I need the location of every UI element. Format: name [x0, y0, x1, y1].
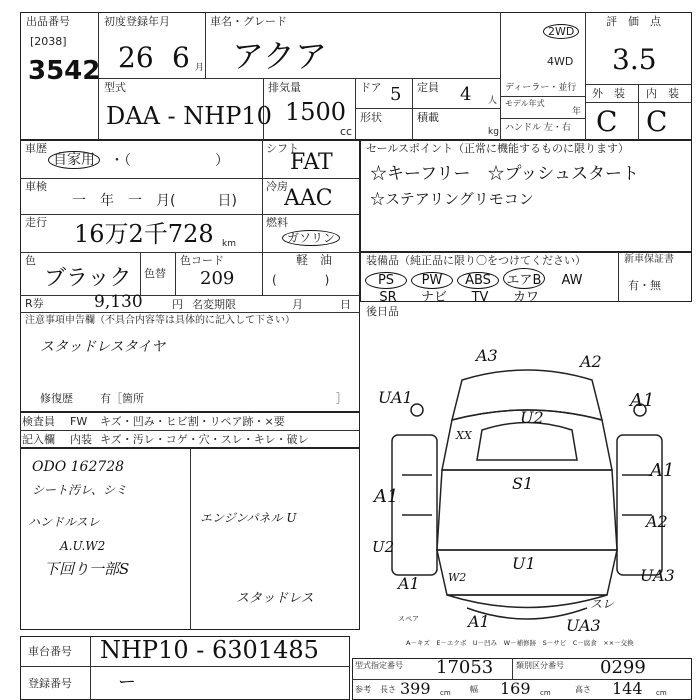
- type-spec-label: 型式指定番号: [355, 661, 403, 670]
- diagram-legend: A－キズ E－エクボ U－凹み W－補修跡 S－サビ C－腐食 ××－交換: [406, 639, 634, 647]
- inspector-interior: 内装: [70, 433, 92, 446]
- kg-unit: kg: [488, 127, 499, 137]
- recycle-value: 9,130: [94, 292, 143, 312]
- mark-w2: W2: [448, 571, 467, 584]
- sales-label: セールスポイント（正常に機能するものに限ります）: [366, 142, 630, 155]
- class-label: 類別区分番号: [516, 661, 564, 670]
- ac-value: AAC: [284, 186, 333, 211]
- drive-2wd: 2WD: [543, 24, 579, 39]
- first-reg-label: 初度登録年月: [104, 15, 170, 28]
- notes-period-label: 名変期限: [192, 298, 236, 311]
- sales-line1: ☆キーフリー ☆プッシュスタート: [370, 164, 639, 184]
- mileage-value: 16万2千728: [74, 220, 214, 248]
- inspection-value: 一 年 一 月( 日): [72, 193, 237, 209]
- later-label: 後日品: [366, 305, 399, 318]
- usage-label: 車歴: [25, 142, 47, 155]
- notes-label: 注意事項申告欄（不具合内容等は具体的に記入して下さい）: [25, 315, 295, 326]
- month-label: 月: [292, 298, 303, 311]
- note-codes: A.U.W2: [60, 539, 106, 553]
- notes-text: スタッドレスタイヤ: [40, 339, 166, 355]
- equipment-item: PW: [411, 272, 453, 289]
- interior-label: 内 装: [646, 87, 679, 100]
- mark-u2-left: U2: [372, 538, 395, 556]
- month-unit: 月: [195, 63, 205, 73]
- seats-value: 4: [460, 84, 472, 105]
- seats-label: 定員: [417, 81, 439, 94]
- reg-label: 登録番号: [28, 677, 72, 690]
- note-engine: エンジンパネル U: [200, 511, 297, 525]
- equipment-item: ABS: [457, 272, 499, 289]
- fuel-diesel: 軽 油: [296, 253, 333, 267]
- color-no-value: 209: [200, 268, 235, 289]
- mark-a1-bottom: A1: [468, 612, 490, 631]
- equipment-row-2: [365, 286, 595, 305]
- usage-value: 自家用: [48, 151, 100, 169]
- fuel-paren: ( ): [272, 273, 330, 287]
- ref-label: 参考: [355, 685, 371, 694]
- inspector-label-1: 検査員: [22, 415, 55, 428]
- warranty-label: 新車保証書: [624, 254, 674, 265]
- mark-a2-right: A2: [646, 512, 668, 531]
- yen-unit: 円: [172, 298, 183, 311]
- color-no-label: 色コード: [180, 254, 224, 267]
- model-year-label: モデル年式: [505, 99, 545, 108]
- mileage-label: 走行: [25, 216, 47, 229]
- equipment-item: TV: [471, 290, 489, 305]
- doors-value: 5: [390, 84, 402, 105]
- day-label: 日: [340, 298, 351, 311]
- mark-a1-right-top: A1: [630, 390, 655, 411]
- mark-ua3-bottom: UA3: [566, 616, 601, 635]
- first-reg-month: 6: [172, 41, 190, 74]
- mark-xx: XX: [456, 429, 472, 442]
- handle-label: ハンドル 左・右: [505, 123, 571, 133]
- equipment-item: AW: [561, 273, 583, 288]
- rating-value: 3.5: [612, 43, 657, 76]
- mark-sure: スレ: [590, 597, 615, 611]
- height-unit: cm: [656, 689, 667, 697]
- note-bottom: 下回り一部S: [44, 560, 130, 578]
- equipment-item: ナビ: [420, 290, 447, 305]
- mark-a3-top: A3: [476, 346, 498, 365]
- mark-a1-left2: A1: [398, 574, 420, 593]
- type-spec-value: 17053: [436, 657, 494, 678]
- mark-u2: U2: [520, 408, 544, 427]
- width-label: 幅: [470, 685, 478, 694]
- mark-spare: スペア: [398, 615, 419, 623]
- car-name-label: 車名・グレード: [210, 15, 287, 28]
- mark-s1: S1: [512, 474, 534, 493]
- shape-label: 形状: [360, 111, 382, 124]
- rating-label: 評 価 点: [606, 15, 661, 28]
- doors-label: ドア: [360, 81, 382, 94]
- mark-a1-right2: A1: [650, 460, 675, 481]
- mark-u1: U1: [512, 554, 536, 573]
- repair-value: 有［箇所: [100, 392, 144, 405]
- width-unit: cm: [540, 689, 551, 697]
- drive-4wd: 4WD: [547, 55, 574, 68]
- fuel-label: 燃料: [266, 216, 288, 229]
- shift-value: FAT: [290, 150, 333, 175]
- inspector-row2: キズ・汚レ・コゲ・穴・スレ・キレ・破レ: [100, 433, 309, 446]
- sales-line2: ☆ステアリングリモコン: [370, 190, 534, 208]
- usage-rest: ・（ ）: [110, 153, 229, 169]
- exterior-grade: C: [596, 105, 618, 138]
- lot-number: 3542: [28, 56, 101, 86]
- lot-code: [2038]: [30, 35, 67, 48]
- inspector-fw: FW: [70, 415, 88, 428]
- inspector-row1: キズ・凹み・ヒビ割・リペア跡・×要: [100, 415, 285, 428]
- interior-grade: C: [646, 105, 668, 138]
- recycle-label: R券: [25, 297, 44, 310]
- reg-value: ー: [118, 672, 136, 693]
- note-studless: スタッドレス: [236, 591, 314, 606]
- lot-label: 出品番号: [26, 15, 70, 28]
- fuel-gasoline: ガソリン: [282, 230, 340, 246]
- model-label: 型式: [104, 81, 126, 94]
- shift-label: シフト: [266, 142, 299, 155]
- inspector-label-2: 記入欄: [22, 433, 55, 446]
- displacement-value: 1500: [285, 98, 347, 126]
- year-unit: 年: [572, 107, 582, 117]
- length-unit: cm: [440, 689, 451, 697]
- person-unit: 人: [488, 96, 498, 106]
- dealer-label: ディーラー・並行: [505, 83, 577, 93]
- inspection-label: 車検: [25, 180, 47, 193]
- first-reg-year: 26: [118, 41, 154, 74]
- mark-ua1-left: UA1: [378, 388, 413, 407]
- note-seat: シート汚レ、シミ: [32, 483, 128, 497]
- car-name: アクア: [232, 37, 328, 75]
- note-handle: ハンドルスレ: [28, 515, 100, 529]
- note-odo: ODO 162728: [32, 459, 125, 475]
- chassis-label: 車台番号: [28, 645, 72, 658]
- mark-a1-left: A1: [374, 486, 399, 507]
- color-label: 色: [25, 254, 36, 267]
- cc-unit: cc: [340, 125, 353, 138]
- height-label: 高さ: [575, 685, 591, 694]
- equipment-item: PS: [365, 272, 407, 289]
- width-value: 169: [500, 679, 531, 698]
- repair-close: ］: [336, 392, 347, 405]
- class-value: 0299: [600, 657, 646, 678]
- equipment-item: エアB: [503, 268, 545, 289]
- warranty-value: 有・無: [628, 279, 661, 292]
- color-value: ブラック: [44, 266, 132, 291]
- equipment-label: 装備品（純正品に限り〇をつけてください）: [366, 254, 586, 267]
- ac-label: 冷房: [266, 180, 288, 193]
- color-change-label: 色替: [144, 267, 166, 280]
- equipment-item: カワ: [512, 290, 539, 305]
- km-unit: km: [222, 239, 236, 249]
- chassis-value: NHP10 - 6301485: [100, 636, 319, 664]
- length-value: 399: [400, 679, 431, 698]
- exterior-label: 外 装: [592, 87, 625, 100]
- displacement-label: 排気量: [268, 81, 301, 94]
- mark-a2-top: A2: [580, 352, 602, 371]
- equipment-item: SR: [379, 290, 397, 305]
- load-label: 積載: [417, 111, 439, 124]
- length-label: 長さ: [380, 685, 396, 694]
- repair-label: 修復歴: [40, 392, 73, 405]
- height-value: 144: [612, 679, 643, 698]
- model-value: DAA - NHP10: [106, 102, 272, 130]
- mark-ua3-right: UA3: [640, 566, 675, 585]
